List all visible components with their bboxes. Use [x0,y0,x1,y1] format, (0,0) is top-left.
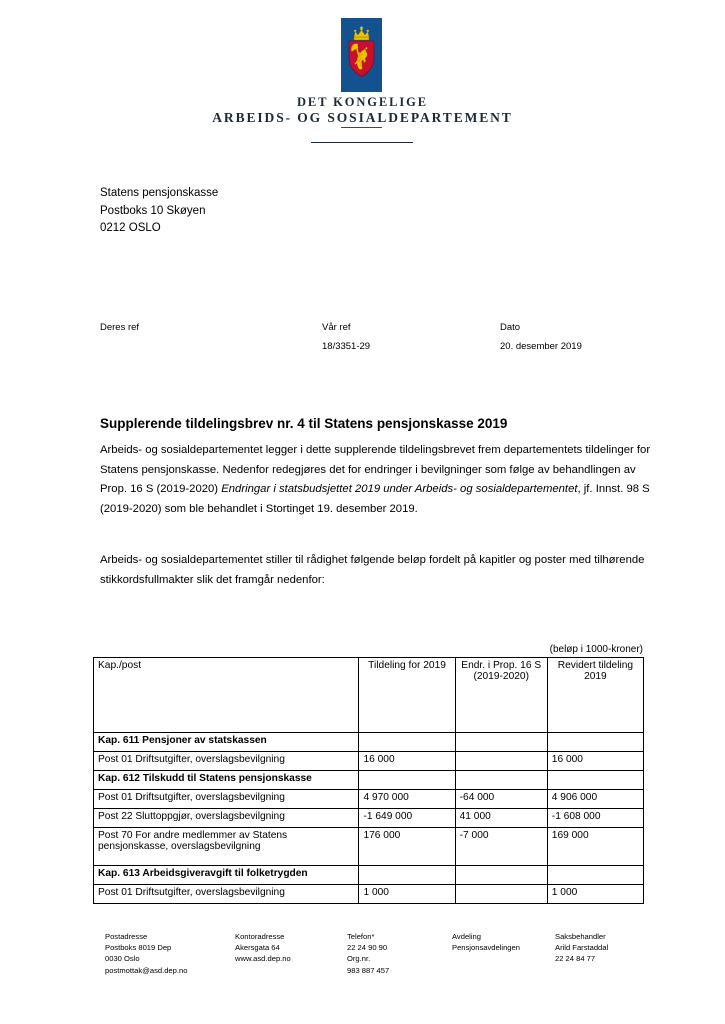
letterhead [0,18,725,130]
table-cell-tildeling: 176 000 [359,828,455,866]
table-cell-revidert: 16 000 [547,752,643,771]
table-row [94,752,644,771]
var-ref-column [322,318,370,356]
table-cell-chapter-name: Kap. 613 Arbeidsgiveravgift til folketrygden [94,866,359,885]
footer-orgnr-value: 983 887 457 [347,965,390,975]
paragraph-1-part-2: , jf. Innst. 98 S (2019-2020) som ble behandlet i Stortinget 19. desember 2019. [100,483,650,515]
table-cell-endring [455,733,547,752]
deres-ref-label: Deres ref [100,322,140,333]
address-line-3: 0212 OSLO [100,222,161,234]
footer-column-postadresse [105,931,187,976]
paragraph-2: Arbeids- og sosialdepartementet stiller til rådighet følgende beløp fordelt på kapitler og poster med tilhørende stikkordsfullmakter slik det framgår nedenfor: [100,554,645,586]
table-cell-tildeling [359,733,455,752]
table-cell-tildeling: -1 649 000 [359,809,455,828]
var-ref-label: Vår ref [322,322,351,333]
table-cell-post-name: Post 01 Driftsutgifter, overslagsbevilgning [94,790,359,809]
allocation-table [93,657,644,904]
table-header-row [94,658,644,733]
table-cell-revidert: 1 000 [547,885,643,904]
column-header-tildeling: Tildeling for 2019 [359,658,455,733]
table-cell-endring: -64 000 [455,790,547,809]
address-line-1: Statens pensjonskasse [100,187,219,199]
letterhead-text [0,92,725,127]
table-caption: (beløp i 1000-kroner) [549,644,643,655]
table-cell-revidert [547,771,643,790]
table-cell-endring: -7 000 [455,828,547,866]
footer-telefon-label: Telefon* [347,932,375,941]
table-cell-endring [455,771,547,790]
page-title: Supplerende tildelingsbrev nr. 4 til Statens pensjonskasse 2019 [100,416,508,431]
table-header [94,658,644,733]
table-cell-revidert: -1 608 000 [547,809,643,828]
table-cell-revidert: 4 906 000 [547,790,643,809]
paragraph-1-part-1: Arbeids- og sosialdepartementet legger i dette supplerende tildelingsbrevet frem departementets tildelinger for Statens pensjonskasse. Nedenfor redegjøres det for endringer i bevilgninger som følge av behandlingen av Prop. 16 S (2019-2020) [100,444,651,496]
column-header-revidert: Revidert tildeling 2019 [547,658,643,733]
table-row [94,809,644,828]
table-cell-revidert: 169 000 [547,828,643,866]
table-cell-post-name: Post 01 Driftsutgifter, overslagsbevilgning [94,885,359,904]
table-cell-tildeling: 4 970 000 [359,790,455,809]
footer-saksbehandler-phone: 22 24 84 77 [555,954,596,964]
table-cell-tildeling: 1 000 [359,885,455,904]
footer-avdeling-label: Avdeling [452,932,481,941]
table-cell-endring: 41 000 [455,809,547,828]
paragraph-1 [100,441,658,519]
address-line-2: Postboks 10 Skøyen [100,204,206,217]
paragraph-1-italic-citation: Endringar i statsbudsjettet 2019 under Arbeids- og sosialdepartementet [221,483,578,496]
table-cell-chapter-name: Kap. 612 Tilskudd til Statens pensjonskasse [94,771,359,790]
table-row [94,828,644,866]
column-header-kap-post: Kap./post [94,658,359,733]
table-cell-tildeling: 16 000 [359,752,455,771]
table-body [94,733,644,904]
dato-value: 20. desember 2019 [500,341,582,352]
table-row [94,885,644,904]
footer-orgnr-label: Org.nr. [347,954,371,964]
footer-saksbehandler-name: Arild Farstaddal [555,943,609,953]
footer-saksbehandler-label: Saksbehandler [555,932,606,941]
footer-website[interactable]: www.asd.dep.no [235,954,291,964]
table-cell-revidert [547,733,643,752]
deres-ref-column [100,318,139,337]
column-header-endring: Endr. i Prop. 16 S (2019-2020) [455,658,547,733]
table-row [94,733,644,752]
table-cell-chapter-name: Kap. 611 Pensjoner av statskassen [94,733,359,752]
table-cell-endring [455,866,547,885]
dato-label: Dato [500,322,521,333]
table-cell-endring [455,885,547,904]
letterhead-line-2: ARBEIDS- OG SOSIALDEPARTEMENT [212,110,513,125]
table-cell-post-name: Post 22 Sluttoppgjør, overslagsbevilgning [94,809,359,828]
footer-avdeling-value: Pensjonsavdelingen [452,943,520,953]
footer-column-saksbehandler [555,931,608,965]
footer-kontoradresse-line-2: Akersgata 64 [235,943,280,953]
footer-telefon-number: 22 24 90 90 [347,943,388,953]
table-cell-post-name: Post 01 Driftsutgifter, overslagsbevilgning [94,752,359,771]
footer-kontoradresse-label: Kontoradresse [235,932,285,941]
table-row [94,771,644,790]
table-cell-endring [455,752,547,771]
footer-postadresse-line-2: Postboks 8019 Dep [105,943,172,953]
footer-postadresse-label: Postadresse [105,932,148,941]
table-cell-tildeling [359,866,455,885]
footer-column-kontoradresse [235,931,291,965]
table-cell-tildeling [359,771,455,790]
letterhead-divider [311,142,413,143]
footer-column-avdeling [452,931,520,953]
footer-email[interactable]: postmottak@asd.dep.no [105,965,188,975]
table-row [94,790,644,809]
recipient-address [100,185,218,238]
table-row [94,866,644,885]
letterhead-line-1: DET KONGELIGE [296,95,429,109]
var-ref-value: 18/3351-29 [322,341,371,352]
table-cell-post-name: Post 70 For andre medlemmer av Statens pensjonskasse, overslagsbevilgning [94,828,359,866]
table-cell-revidert [547,866,643,885]
footer-column-telefon [347,931,389,976]
dato-column [500,318,582,356]
footer-postadresse-line-3: 0030 Oslo [105,954,140,964]
norwegian-coat-of-arms-icon [341,24,382,80]
